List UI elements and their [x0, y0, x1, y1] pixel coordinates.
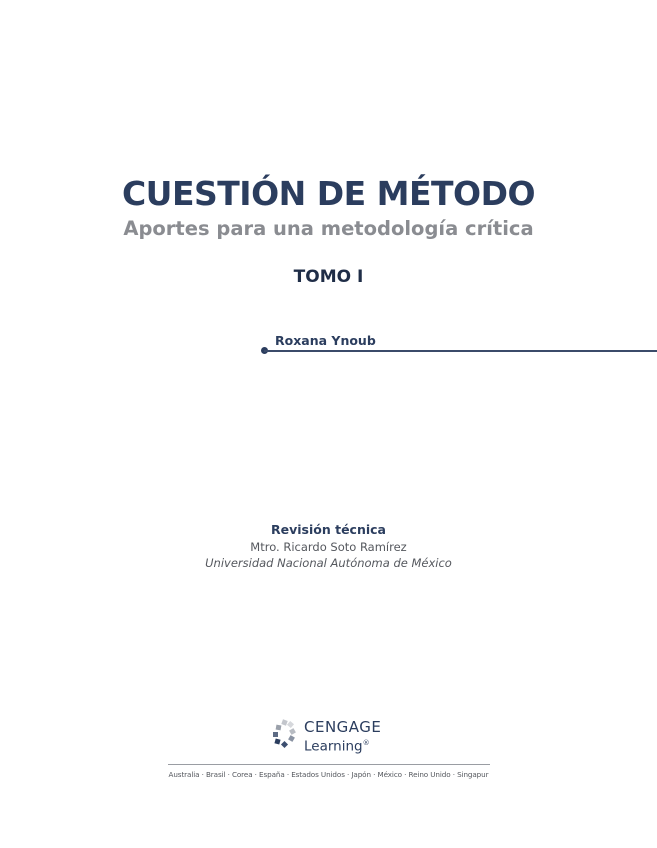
reviewer-institution: Universidad Nacional Autónoma de México [205, 556, 452, 570]
publisher-logo [270, 718, 400, 758]
logo-wordmark-learning: Learning® [304, 738, 370, 755]
publisher-countries: Australia · Brasil · Corea · España · Estados Unidos · Japón · México · Reino Unido · Singapur [168, 770, 489, 779]
reviewer-name: Mtro. Ricardo Soto Ramírez [250, 540, 407, 554]
book-title: CUESTIÓN DE MÉTODO [121, 174, 536, 213]
logo-wordmark-cengage: CENGAGE [304, 718, 382, 736]
volume-label: TOMO I [293, 267, 364, 287]
footer-rule [168, 764, 490, 765]
registered-mark: ® [362, 739, 370, 747]
review-heading: Revisión técnica [271, 522, 386, 537]
book-subtitle: Aportes para una metodología crítica [123, 217, 534, 240]
author-rule [264, 350, 657, 352]
technical-review [0, 520, 657, 572]
cengage-logo-icon [270, 718, 300, 752]
author-name: Roxana Ynoub [275, 333, 376, 348]
